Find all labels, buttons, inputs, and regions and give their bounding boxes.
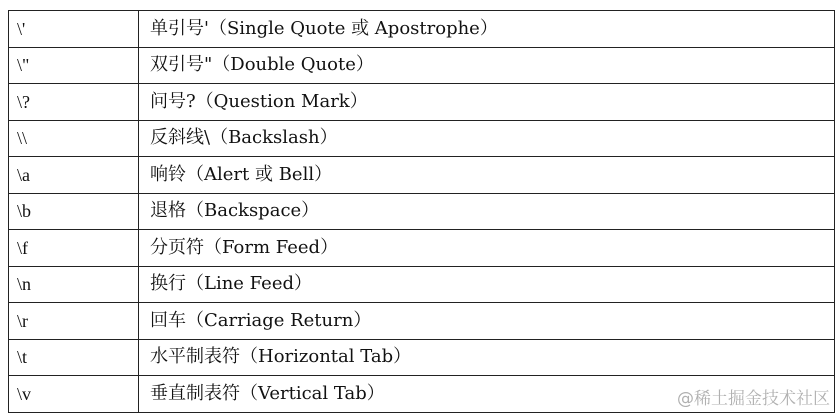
table-row	[9, 266, 835, 303]
description-cell: 单引号'（Single Quote 或 Apostrophe）	[139, 11, 835, 48]
table-row	[9, 303, 835, 340]
table-row	[9, 84, 835, 121]
escape-sequence-cell: \f	[9, 230, 139, 267]
description-cell: 回车（Carriage Return）	[139, 303, 835, 340]
escape-sequence-cell: \a	[9, 157, 139, 194]
description-cell: 换行（Line Feed）	[139, 266, 835, 303]
table-row	[9, 339, 835, 376]
table-row	[9, 230, 835, 267]
description-cell: 退格（Backspace）	[139, 193, 835, 230]
table-row	[9, 157, 835, 194]
description-cell: 响铃（Alert 或 Bell）	[139, 157, 835, 194]
escape-sequence-cell: \v	[9, 376, 139, 413]
escape-sequence-cell: \n	[9, 266, 139, 303]
description-cell: 双引号"（Double Quote）	[139, 47, 835, 84]
table-row	[9, 11, 835, 48]
table-row	[9, 193, 835, 230]
table-row	[9, 120, 835, 157]
description-cell: 水平制表符（Horizontal Tab）	[139, 339, 835, 376]
description-cell: 分页符（Form Feed）	[139, 230, 835, 267]
description-cell: 反斜线\（Backslash）	[139, 120, 835, 157]
escape-sequence-cell: \'	[9, 11, 139, 48]
escape-sequence-cell: \?	[9, 84, 139, 121]
description-cell: 垂直制表符（Vertical Tab）	[139, 376, 835, 413]
escape-sequence-cell: \b	[9, 193, 139, 230]
escape-sequence-cell: \\	[9, 120, 139, 157]
table-row	[9, 47, 835, 84]
description-cell: 问号?（Question Mark）	[139, 84, 835, 121]
escape-sequence-table	[8, 10, 835, 413]
watermark: @稀土掘金技术社区	[677, 389, 830, 409]
escape-sequence-cell: \r	[9, 303, 139, 340]
escape-sequence-cell: \t	[9, 339, 139, 376]
escape-sequence-cell: \"	[9, 47, 139, 84]
